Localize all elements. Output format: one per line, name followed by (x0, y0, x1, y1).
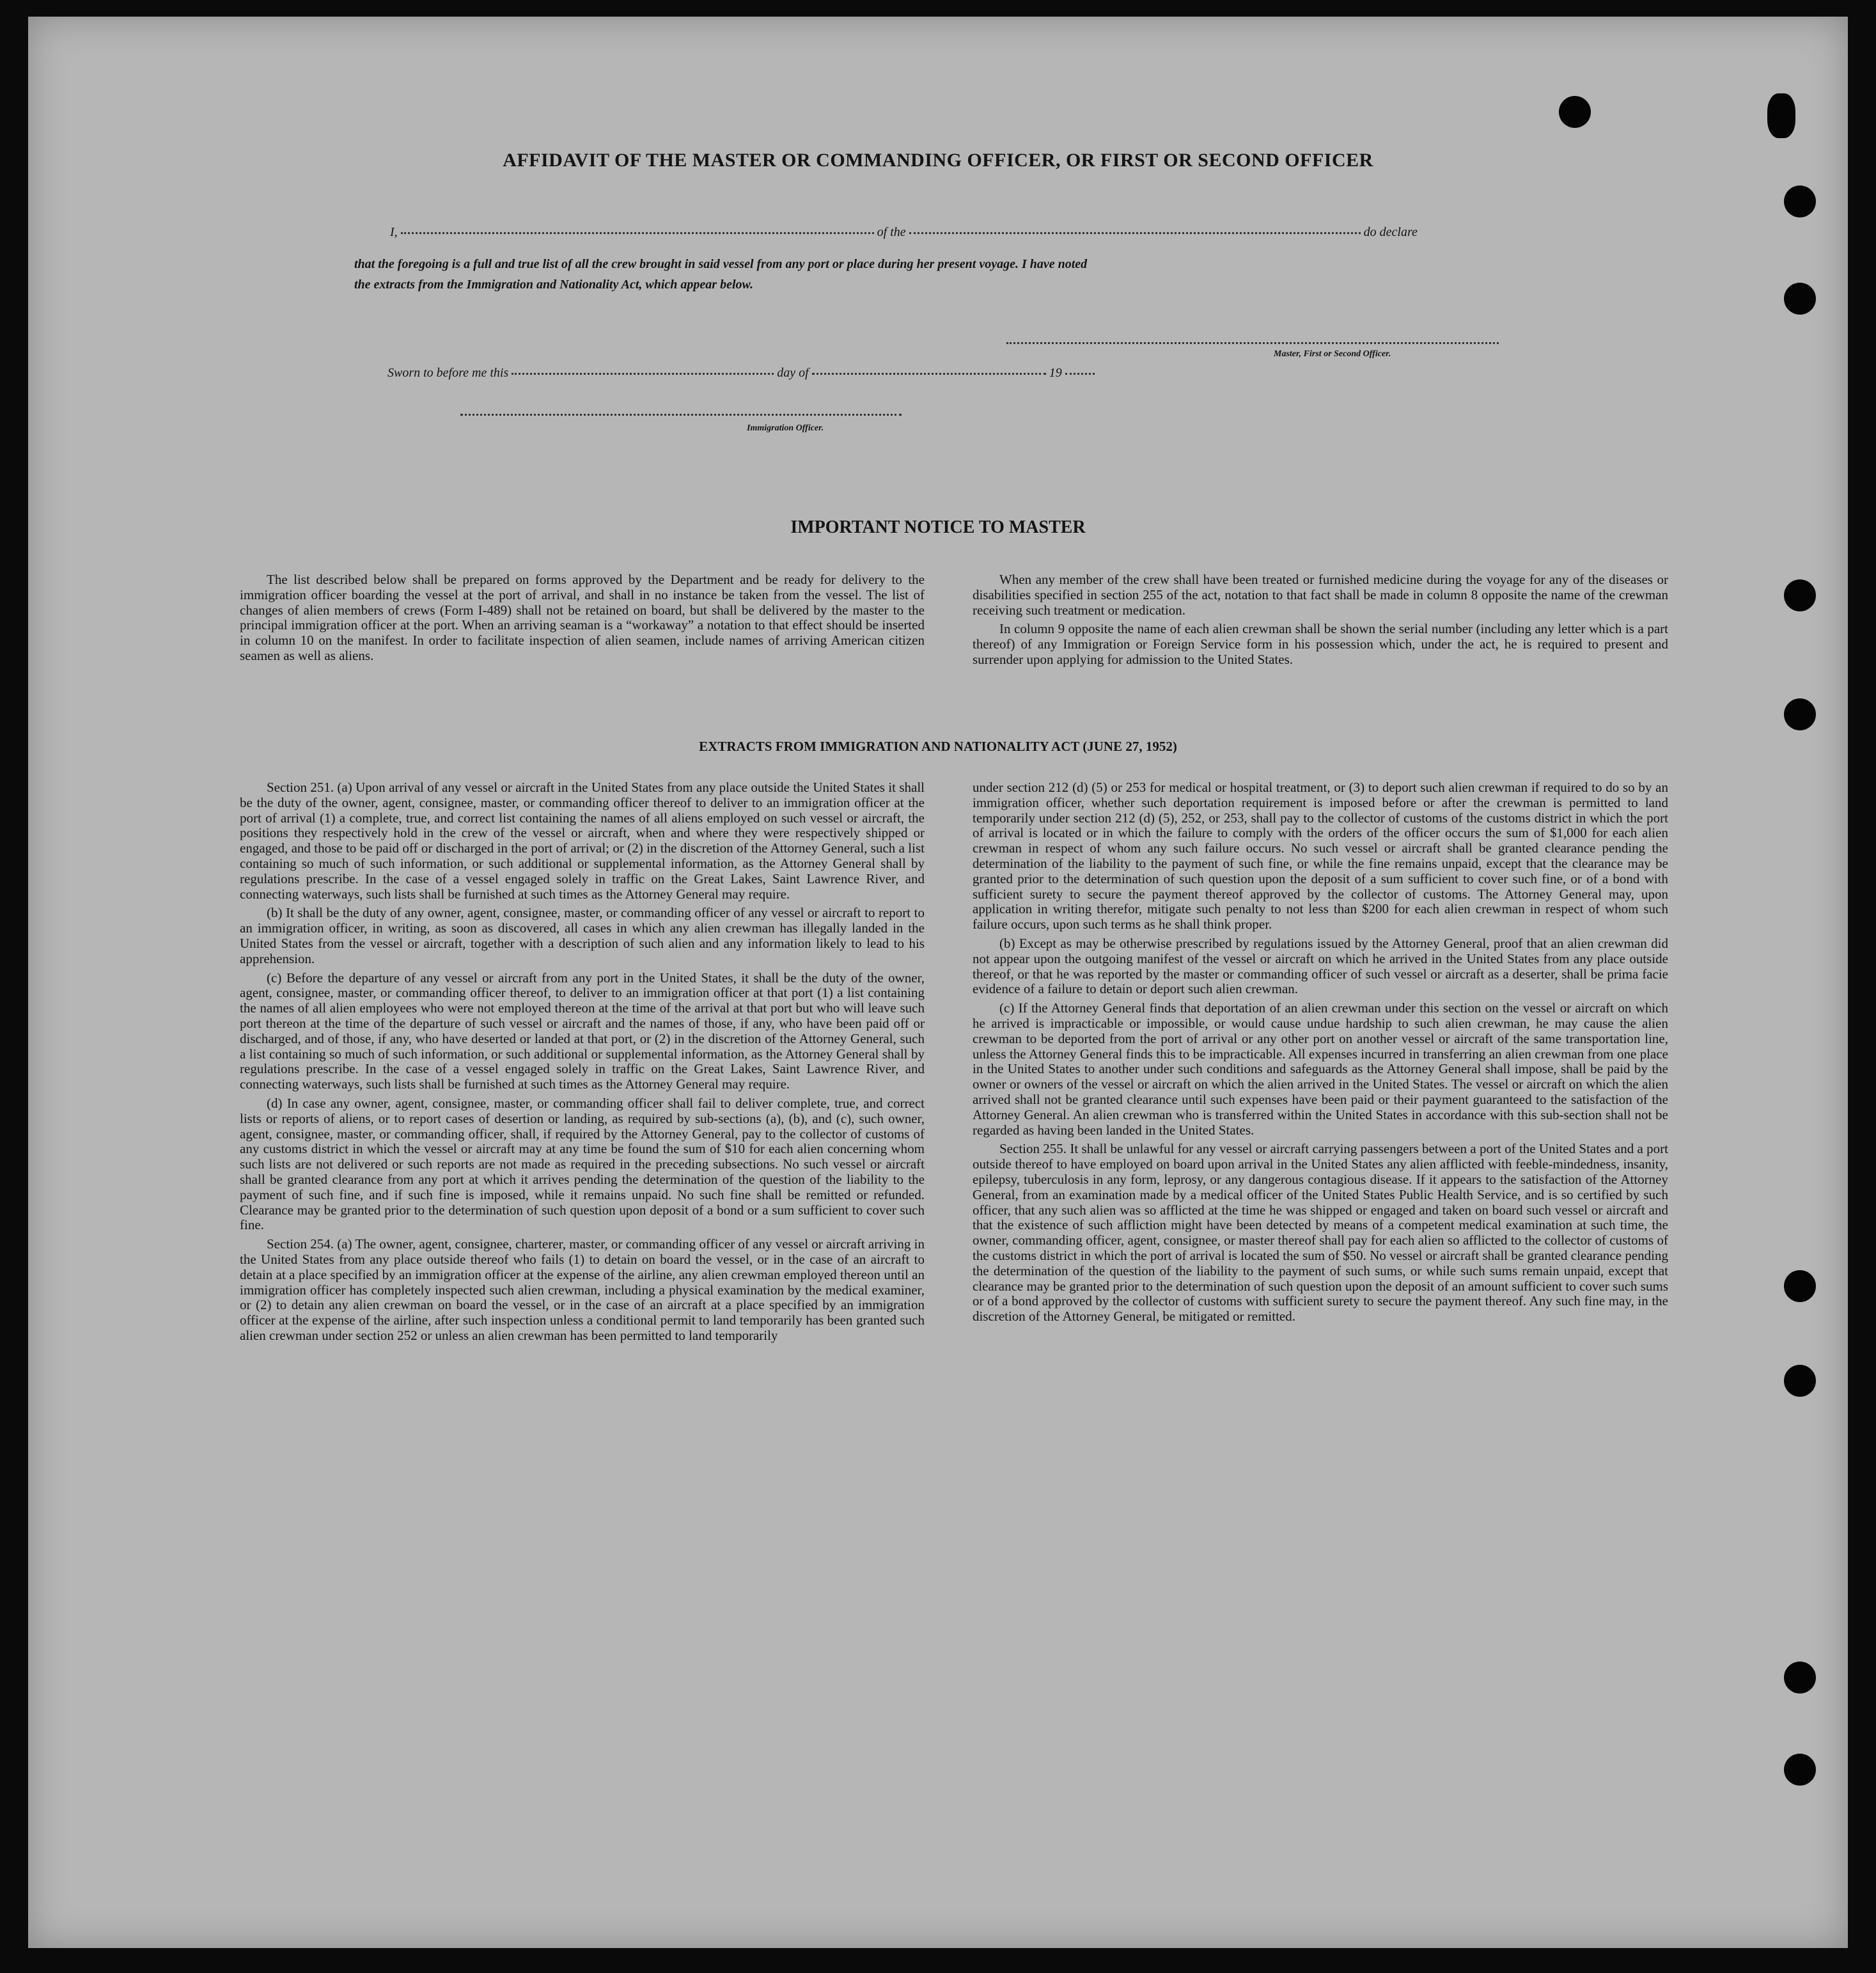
punch-hole (1784, 1754, 1816, 1786)
affidavit-i: I, (390, 225, 398, 239)
extracts-title: EXTRACTS FROM IMMIGRATION AND NATIONALITY ACT (JUNE 27, 1952) (699, 739, 1177, 754)
document-sheet (28, 17, 1848, 1948)
notice-paragraph: When any member of the crew shall have been treated or furnished medicine during the voyage for any of the diseases or disabilities specified in section 255 of the act, notation to that fact shall be made in column 8 opposite the name of the crewman receiving such treatment or medication. (973, 572, 1668, 618)
immigration-officer-label: Immigration Officer. (747, 423, 824, 433)
year-blank[interactable] (1065, 372, 1095, 375)
punch-hole (1767, 93, 1795, 138)
extracts-left-column (240, 780, 925, 1348)
master-signature-line[interactable] (1006, 342, 1499, 344)
section-251-b: (b) It shall be the duty of any owner, agent, consignee, master, or commanding officer of any vessel or aircraft to report to an immigration officer, in writing, as soon as discovered, all cases in which any alien crewman has illegally landed in the United States from the vessel or aircraft, together with a description of such alien and any information likely to lead to his apprehension. (240, 905, 925, 966)
affidavit-declare: do declare (1363, 225, 1418, 239)
section-254-b: (b) Except as may be otherwise prescribed by regulations issued by the Attorney General, proof that an alien crewman did not appear upon the outgoing manifest of the vessel or aircraft on which he arrived in the United States from any place outside thereof, or that he was reported by the master or commanding officer of such vessel or aircraft as a deserter, shall be prima facie evidence of a failure to detain or deport such alien crewman. (973, 935, 1668, 997)
year-prefix: 19 (1049, 366, 1062, 380)
affidavit-title: AFFIDAVIT OF THE MASTER OR COMMANDING OFFICER, OR FIRST OR SECOND OFFICER (503, 150, 1373, 171)
notice-paragraph: The list described below shall be prepared on forms approved by the Department and be ready for delivery to the immigration officer boarding the vessel at the port of arrival, and shall in no instance be taken from the vessel. The list of changes of alien members of crews (Form I-489) shall not be retained on board, but shall be delivered by the master to the principal immigration officer at the port. When an arriving seaman is a “workaway” a notation to that effect should be inserted in column 10 on the manifest. In order to facilitate inspection of alien seamen, include names of arriving American citizen seamen as well as aliens. (240, 572, 925, 663)
master-label: Master, First or Second Officer. (1274, 349, 1391, 359)
notice-title: IMPORTANT NOTICE TO MASTER (790, 517, 1086, 537)
punch-hole (1784, 698, 1816, 730)
affidavit-statement-2: the extracts from the Immigration and Nationality Act, which appear below. (354, 278, 754, 292)
sworn-day-blank[interactable] (512, 372, 774, 375)
notice-left-column (240, 572, 925, 668)
extracts-right-column (973, 780, 1668, 1328)
punch-hole (1784, 1365, 1816, 1397)
name-blank[interactable] (401, 232, 874, 234)
affidavit-declaration-line (390, 225, 1418, 240)
sworn-line (387, 366, 1095, 381)
affidavit-statement-1: that the foregoing is a full and true list of all the crew brought in said vessel from any port or place during her present voyage. I have noted (354, 257, 1088, 271)
punch-hole (1784, 185, 1816, 217)
sworn-text: Sworn to before me this (387, 366, 509, 380)
notice-right-column (973, 572, 1668, 672)
affidavit-of-the: of the (877, 225, 906, 239)
section-255: Section 255. It shall be unlawful for any vessel or aircraft carrying passengers between a port of the United States and a port outside thereof to have employed on board upon arrival in the United States any alien afflicted with feeble-mindedness, insanity, epilepsy, tuberculosis in any form, leprosy, or any dangerous contagious disease. If it appears to the satisfaction of the Attorney General, from an examination made by a medical officer of the United States Public Health Service, and is so certified by such officer, that any such alien was so afflicted at the time he was shipped or engaged and taken on board such vessel or aircraft and that the existence of such affliction might have been detected by means of a competent medical examination at such time, the owner, commanding officer, agent, consignee, or master thereof shall pay for each alien so afflicted to the collector of customs of the customs district in which the port of arrival is located the sum of $50. No vessel or aircraft shall be granted clearance pending the determination of the question of the liability to the payment of such sums, or while such sums remain unpaid, except that clearance may be granted prior to the determination of such question upon the deposit of an amount sufficient to cover such sums or of a bond approved by the collector of customs with sufficient surety to secure the payment thereof. Any such fine may, in the discretion of the Attorney General, be mitigated or remitted. (973, 1141, 1668, 1325)
section-254-a: Section 254. (a) The owner, agent, consignee, charterer, master, or commanding officer of any vessel or aircraft arriving in the United States from any place outside thereof who fails (1) to detain on board the vessel, or in the case of an aircraft to detain at a place specified by an immigration officer at the expense of the airline, any alien crewman employed thereon until an immigration officer has completely inspected such alien crewman, including a physical examination by the medical examiner, or (2) to detain any alien crewman on board the vessel, or in the case of an aircraft at a place specified by an immigration officer at the expense of the airline, after such inspection unless a conditional permit to land temporarily has been granted such alien crewman under section 252 or unless an alien crewman has been permitted to land temporarily (240, 1236, 925, 1343)
section-251-a: Section 251. (a) Upon arrival of any vessel or aircraft in the United States from any place outside the United States it shall be the duty of the owner, agent, consignee, master, or commanding officer thereof to deliver to an immigration officer at the port of arrival (1) a complete, true, and correct list containing the names of all aliens employed on such vessel or aircraft, the positions they respectively hold in the crew of the vessel or aircraft, when and where they were respectively shipped or engaged, and those to be paid off or discharged in the port of arrival; or (2) in the discretion of the Attorney General, such a list containing so much of such information, or such additional or supplemental information, as the Attorney General shall by regulations prescribe. In the case of a vessel engaged solely in traffic on the Great Lakes, Saint Lawrence River, and connecting waterways, such lists shall be furnished at such times as the Attorney General may require. (240, 780, 925, 902)
notice-paragraph: In column 9 opposite the name of each alien crewman shall be shown the serial number (including any letter which is a part thereof) of any Immigration or Foreign Service form in his possession which, under the act, he is required to present and surrender upon applying for admission to the United States. (973, 621, 1668, 667)
punch-hole (1784, 1662, 1816, 1694)
punch-hole (1784, 579, 1816, 611)
section-251-d: (d) In case any owner, agent, consignee, master, or commanding officer shall fail to deliver complete, true, and correct lists or reports of aliens, or to report cases of desertion or landing, as required by sub-sections (a), (b), and (c), such owner, agent, consignee, master, or commanding officer, shall, if required by the Attorney General, pay to the collector of customs of any customs district in which the vessel or aircraft may at any time be found the sum of $10 for each alien concerning whom such lists are not delivered or such reports are not made as required in the preceding subsections. No such vessel or aircraft shall be granted clearance from any port at which it arrives pending the determination of the question of the liability to the payment of such fine, and if such fine is imposed, while it remains unpaid. No such fine shall be remitted or refunded. Clearance may be granted prior to the determination of such question upon deposit of a bond or a sum sufficient to cover such fine. (240, 1095, 925, 1233)
punch-hole (1559, 96, 1591, 128)
immigration-officer-signature-line[interactable] (460, 413, 902, 416)
month-blank[interactable] (812, 372, 1046, 375)
section-254-a-continued: under section 212 (d) (5) or 253 for medical or hospital treatment, or (3) to deport such alien crewman if required to do so by an immigration officer, whether such deportation requirement is imposed before or after the crewman is permitted to land temporarily under section 212 (d) (5), 252, or 253, shall pay to the collector of customs of the customs district in which the port of arrival is located or in which the failure to comply with the orders of the officer occurs the sum of $1,000 for each alien crewman in respect of whom any such failure occurs. No such vessel or aircraft shall be granted clearance pending the determination of the liability to the payment of such fine, or while the fine remains unpaid, except that the clearance may be granted prior to the determination of such question upon the deposit of a sum sufficient to cover such fine, or of a bond with sufficient surety to secure the payment thereof approved by the collector of customs. The Attorney General may, upon application in writing therefor, mitigate such penalty to not less than $200 for each alien crewman in respect of whom such failure occurs, upon such terms as he shall think proper. (973, 780, 1668, 932)
vessel-blank[interactable] (909, 232, 1361, 234)
section-251-c: (c) Before the departure of any vessel or aircraft from any port in the United States, it shall be the duty of the owner, agent, consignee, master, or commanding officer thereof, to deliver to an immigration officer at that port (1) a list containing the names of all alien employees who were not employed thereon at the time of the arrival at that port but who will leave such port thereon at the time of the departure of such vessel or aircraft and the names of those, if any, who have been paid off or discharged, and of those, if any, who have deserted or landed at that port, or (2) in the discretion of the Attorney General, such a list containing so much of such information, or such additional or supplemental information, as the Attorney General shall by regulations prescribe. In the case of a vessel engaged solely in traffic on the Great Lakes, Saint Lawrence River, and connecting waterways, such lists shall be furnished at such times as the Attorney General may require. (240, 970, 925, 1092)
punch-hole (1784, 1270, 1816, 1302)
section-254-c: (c) If the Attorney General finds that deportation of an alien crewman under this section on the vessel or aircraft on which he arrived is impracticable or impossible, or would cause undue hardship to such alien crewman, he may cause the alien crewman to be deported from the port of arrival or any other port on another vessel or aircraft of the same transportation line, unless the Attorney General finds this to be impracticable. All expenses incurred in transferring an alien crewman from one place in the United States to another under such conditions and safeguards as the Attorney General shall impose, shall be paid by the owner or owners of the vessel or aircraft on which the alien arrived in the United States. The vessel or aircraft on which the alien arrived shall not be granted clearance until such expenses have been paid or their payment guaranteed to the satisfaction of the Attorney General. An alien crewman who is transferred within the United States in accordance with this sub-section shall not be regarded as having been landed in the United States. (973, 1000, 1668, 1138)
punch-hole (1784, 283, 1816, 315)
day-of-text: day of (777, 366, 809, 380)
